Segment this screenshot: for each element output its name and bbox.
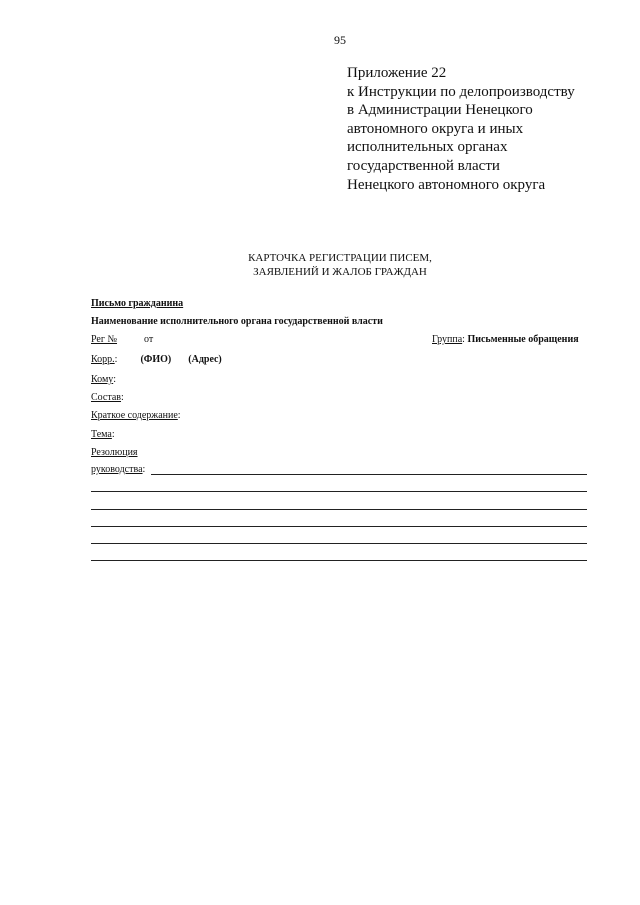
fio-field: (ФИО) <box>140 354 172 365</box>
appendix-line: в Администрации Ненецкого <box>347 102 533 119</box>
letter-type: Письмо гражданина <box>91 298 184 309</box>
appendix-line: Приложение 22 <box>347 65 447 81</box>
sostav-label: Состав <box>91 392 122 403</box>
komu-label: Кому <box>91 374 114 385</box>
card-title-line-1: КАРТОЧКА РЕГИСТРАЦИИ ПИСЕМ, <box>248 252 432 264</box>
appendix-line: государственной власти <box>347 157 500 174</box>
group-value: Письменные обращения <box>467 334 579 345</box>
sostav-row: Состав: <box>91 392 124 403</box>
korr-row: Корр.: (ФИО) (Адрес) <box>91 354 222 365</box>
summary-label: Краткое содержание <box>91 410 178 421</box>
group-label: Группа <box>432 334 463 345</box>
card-title-line-2: ЗАЯВЛЕНИЙ И ЖАЛОБ ГРАЖДАН <box>253 265 427 278</box>
appendix-block <box>347 64 575 194</box>
reg-label: Рег № <box>91 334 118 345</box>
from-label: от <box>144 334 154 345</box>
appendix-line: автономного округа и иных <box>347 120 524 137</box>
korr-label: Корр. <box>91 354 115 365</box>
page-number: 95 <box>334 33 346 47</box>
resolution-row-2: руководства: <box>91 464 146 475</box>
reg-row <box>91 334 153 345</box>
tema-label: Тема <box>91 429 112 440</box>
blank-line <box>91 526 587 527</box>
group-field: Группа: Письменные обращения <box>432 334 579 345</box>
card-title <box>0 252 640 279</box>
blank-line <box>91 509 587 510</box>
appendix-line: Ненецкого автономного округа <box>347 176 546 193</box>
appendix-line: к Инструкции по делопроизводству <box>347 83 575 100</box>
resolution-label-1: Резолюция <box>91 447 138 458</box>
blank-line <box>91 491 587 492</box>
resolution-label-2: руководства <box>91 464 143 475</box>
tema-row: Тема: <box>91 429 115 440</box>
blank-line <box>91 543 587 544</box>
resolution-line <box>151 474 587 475</box>
org-name: Наименование исполнительного органа государственной власти <box>91 316 383 327</box>
blank-line <box>91 560 587 561</box>
resolution-row-1 <box>91 447 138 458</box>
komu-row: Кому: <box>91 374 116 385</box>
summary-row: Краткое содержание: <box>91 410 181 421</box>
address-field: (Адрес) <box>188 354 222 365</box>
appendix-line: исполнительных органах <box>347 139 508 156</box>
